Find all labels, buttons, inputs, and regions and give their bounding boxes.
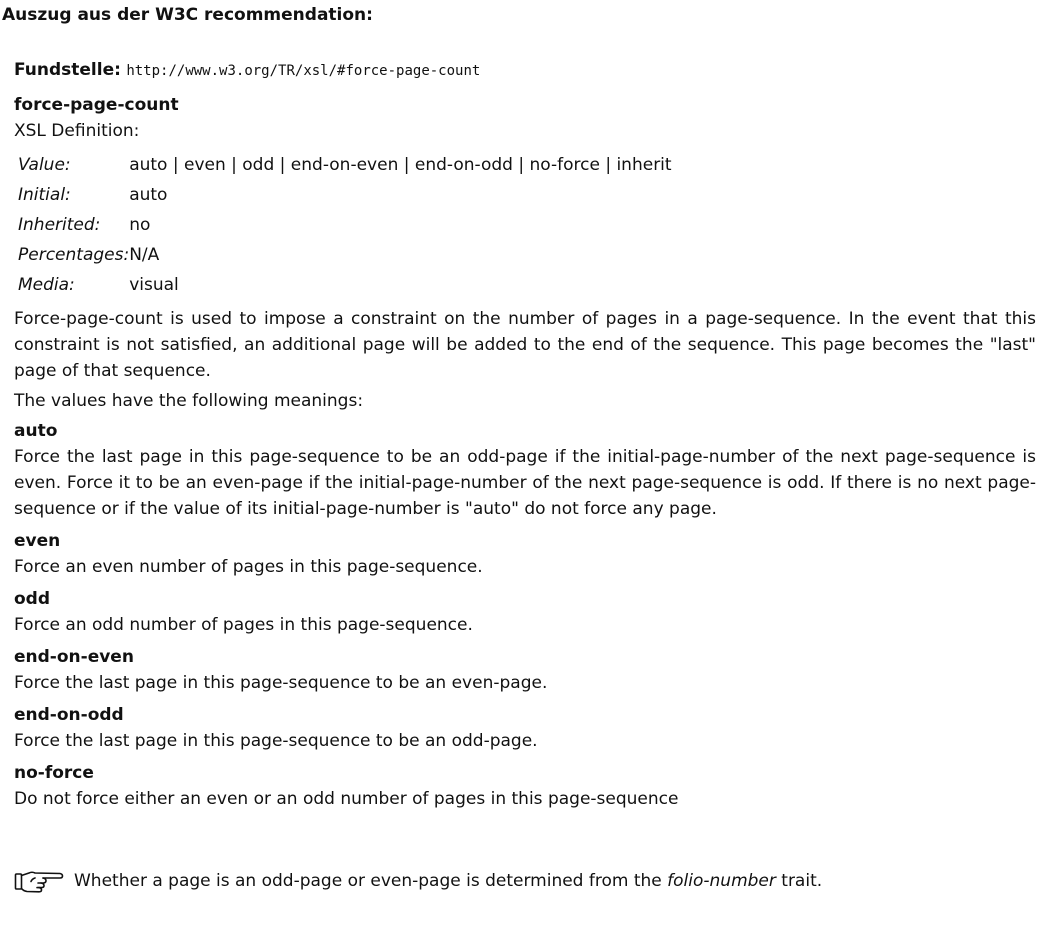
definition-value: auto | even | odd | end-on-even | end-on-odd | no-force | inherit [129, 155, 672, 175]
definition-label: Value: [18, 155, 71, 175]
property-name: force-page-count [14, 95, 179, 115]
description-paragraph: Force-page-count is used to impose a constraint on the number of pages in a page-sequence. In the event that this constraint is not satisfied, an additional page will be added to the end of the sequence. This page becomes the "last" page of that sequence. [14, 309, 1036, 381]
value-term: even [14, 531, 61, 551]
note-emphasis: folio-number [667, 871, 776, 891]
definition-table [18, 150, 672, 300]
value-term: auto [14, 421, 58, 441]
definition-label: Inherited: [18, 215, 101, 235]
value-description: Force an odd number of pages in this page-sequence. [14, 615, 473, 635]
page-heading: Auszug aus der W3C recommendation: [2, 5, 373, 25]
note-text: Whether a page is an odd-page or even-page is determined from the folio-number trait. [74, 871, 823, 891]
definition-row [18, 240, 672, 270]
value-description: Force the last page in this page-sequence to be an even-page. [14, 673, 548, 693]
value-description: Force the last page in this page-sequence to be an odd-page. [14, 731, 538, 751]
values-intro: The values have the following meanings: [14, 391, 364, 411]
value-term: odd [14, 589, 51, 609]
definition-label: Percentages: [18, 245, 130, 265]
definition-value: no [129, 215, 151, 235]
value-description: Force the last page in this page-sequence to be an odd-page if the initial-page-number of the next page-sequence is even. Force it to be an even-page if the initial-page-number of the next page-sequence is odd. If there is no next page-sequence or if the value of its initial-page-number is "auto" do not force any page. [14, 447, 1036, 519]
definition-row [18, 270, 672, 300]
value-term: no-force [14, 763, 94, 783]
source-line [14, 57, 1036, 84]
pointing-hand-icon [14, 868, 64, 894]
definition-value: auto [129, 185, 168, 205]
definition-row [18, 210, 672, 240]
definition-row [18, 180, 672, 210]
note [14, 868, 822, 894]
definition-label: Media: [18, 275, 75, 295]
content [14, 57, 1036, 818]
definition-value: N/A [129, 245, 160, 265]
source-url: http://www.w3.org/TR/xsl/#force-page-count [126, 63, 481, 79]
value-description: Do not force either an even or an odd number of pages in this page-sequence [14, 789, 679, 809]
value-term: end-on-odd [14, 705, 124, 725]
source-label: Fundstelle: [14, 60, 121, 80]
definition-row [18, 150, 672, 180]
definition-label: Initial: [18, 185, 71, 205]
definition-subtitle: XSL Definition: [14, 121, 140, 141]
value-term: end-on-even [14, 647, 134, 667]
value-description: Force an even number of pages in this page-sequence. [14, 557, 483, 577]
definition-value: visual [129, 275, 179, 295]
